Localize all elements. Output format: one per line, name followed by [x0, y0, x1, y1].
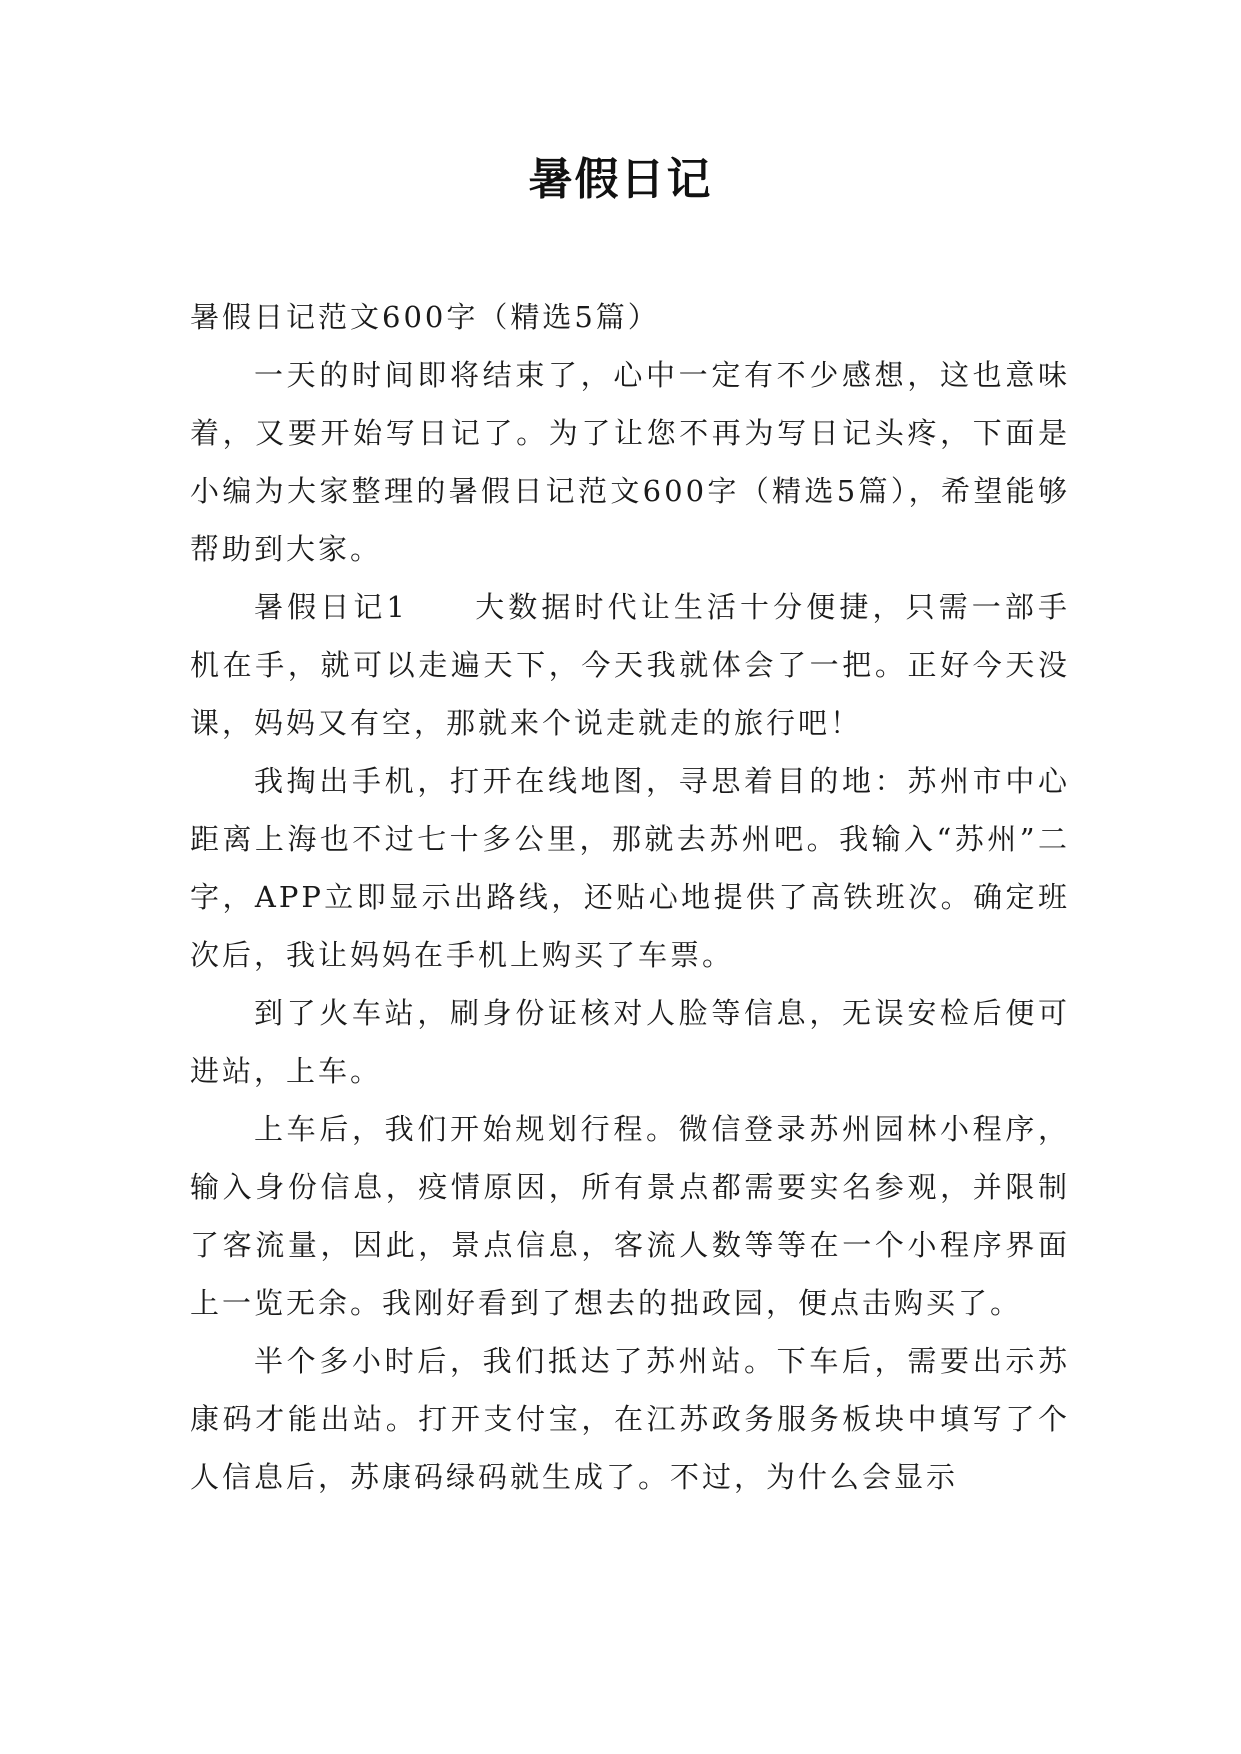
document-title: 暑假日记: [528, 154, 713, 205]
diary-1-arrival-paragraph: 半个多小时后，我们抵达了苏州站。下车后，需要出示苏康码才能出站。打开支付宝，在江苏政务服务板块中填写了个人信息后，苏康码绿码就生成了。不过，为什么会显示: [190, 1344, 1070, 1494]
diary-1-station-paragraph: 到了火车站，刷身份证核对人脸等信息，无误安检后便可进站，上车。: [190, 996, 1070, 1088]
diary-1-map-paragraph: 我掏出手机，打开在线地图，寻思着目的地：苏州市中心距离上海也不过七十多公里，那就去苏州吧。我输入“苏州”二字，APP立即显示出路线，还贴心地提供了高铁班次。确定班次后，我让妈妈在手机上购买了车票。: [190, 764, 1070, 972]
diary-1-opening-paragraph: 暑假日记1 大数据时代让生活十分便捷，只需一部手机在手，就可以走遍天下，今天我就体会了一把。正好今天没课，妈妈又有空，那就来个说走就走的旅行吧！: [190, 590, 1070, 740]
intro-heading-paragraph: 暑假日记范文600字（精选5篇）: [190, 300, 660, 334]
intro-paragraph: 一天的时间即将结束了，心中一定有不少感想，这也意味着，又要开始写日记了。为了让您不再为写日记头疼，下面是小编为大家整理的暑假日记范文600字（精选5篇），希望能够帮助到大家。: [190, 358, 1070, 566]
diary-1-planning-paragraph: 上车后，我们开始规划行程。微信登录苏州园林小程序，输入身份信息，疫情原因，所有景点都需要实名参观，并限制了客流量，因此，景点信息，客流人数等等在一个小程序界面上一览无余。我刚好看到了想去的拙政园，便点击购买了。: [190, 1112, 1070, 1320]
document-body: [190, 288, 1070, 1506]
